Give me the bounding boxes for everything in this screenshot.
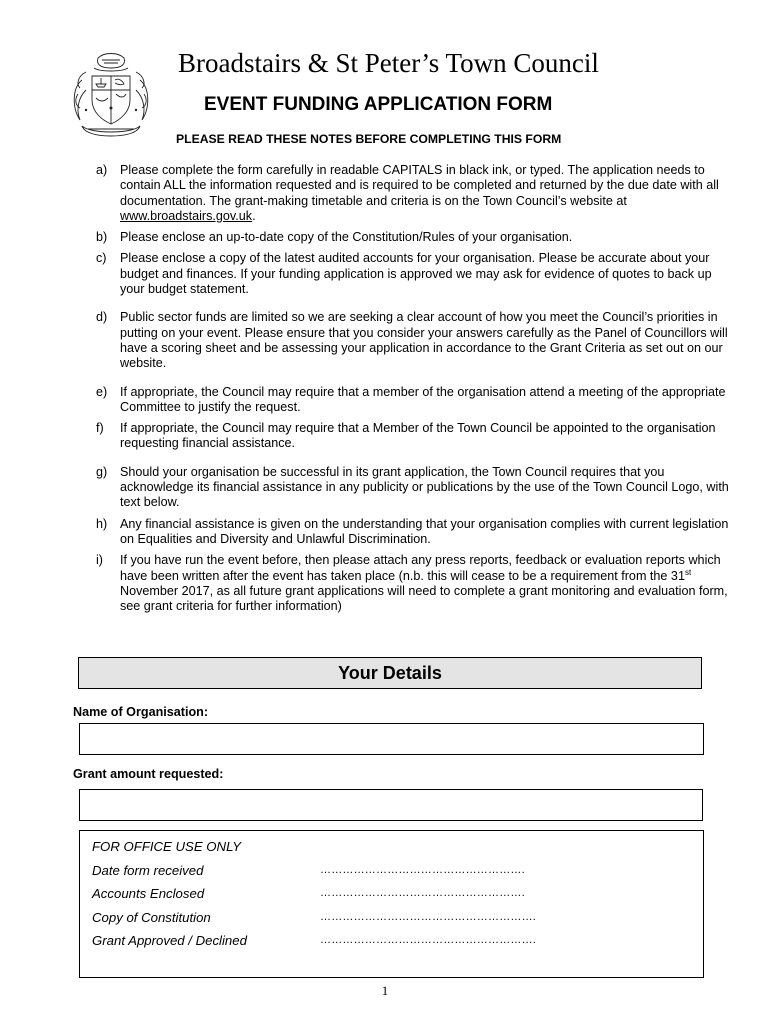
note-text: Please enclose a copy of the latest audited accounts for your organisation. Please be accurate about your budget and finances. If your funding application is approved we may ask for evidence of quotes to back up your budget statement. <box>120 251 712 297</box>
note-text: Any financial assistance is given on the understanding that your organisation complies with current legislation on Equalities and Diversity and Unlawful Discrimination. <box>120 516 729 546</box>
office-use-box <box>79 830 704 978</box>
note-d <box>96 310 736 371</box>
page-number: 1 <box>381 983 389 998</box>
note-text: Should your organisation be successful in its grant application, the Town Council requires that you acknowledge its financial assistance in any publicity or publications by the use of the Town Council Logo, with text below. <box>120 464 729 510</box>
note-letter: g) <box>96 464 108 479</box>
office-row-label: Copy of Constitution <box>92 910 211 925</box>
form-title: EVENT FUNDING APPLICATION FORM <box>204 94 553 115</box>
note-text: Please complete the form carefully in readable CAPITALS in black ink, or typed. The application needs to contain ALL the information requested and is required to be completed and returned by the due date with all documentation. The grant-making timetable and criteria is on the Town Council’s website at <box>120 163 719 208</box>
note-b <box>96 230 736 245</box>
council-name: Broadstairs & St Peter’s Town Council <box>178 48 599 78</box>
note-i <box>96 553 736 614</box>
note-text: If appropriate, the Council may require that a member of the organisation attend a meeting of the appropriate Committee to justify the request. <box>120 384 726 414</box>
note-letter: f) <box>96 421 104 436</box>
note-letter: i) <box>96 553 103 568</box>
council-crest-icon <box>68 50 154 138</box>
note-text: Please enclose an up-to-date copy of the Constitution/Rules of your organisation. <box>120 230 573 245</box>
your-details-heading: Your Details <box>78 657 702 689</box>
office-row-label: Accounts Enclosed <box>92 886 205 901</box>
note-letter: e) <box>96 384 108 399</box>
website-link[interactable]: www.broadstairs.gov.uk <box>120 208 253 223</box>
office-row-dots: ………………………………………………. <box>320 864 525 876</box>
grant-amount-field[interactable] <box>79 789 703 821</box>
note-text: If you have run the event before, then please attach any press reports, feedback or evaluation reports which have been written after the event has taken place (n.b. this will cease to be a requirement from the 31 <box>120 553 721 583</box>
office-row-dots: ………………………………………………. <box>320 887 525 899</box>
notes-heading: PLEASE READ THESE NOTES BEFORE COMPLETING THIS FORM <box>176 132 562 146</box>
note-text: . <box>252 208 256 223</box>
note-e <box>96 385 736 416</box>
office-row-dots: …………………………………………………. <box>320 934 537 946</box>
office-row-dots: …………………………………………………. <box>320 911 537 923</box>
note-text: If appropriate, the Council may require that a Member of the Town Council be appointed to the organisation requesting financial assistance. <box>120 421 716 451</box>
note-c <box>96 251 736 297</box>
note-f <box>96 421 736 452</box>
note-letter: d) <box>96 310 108 325</box>
grant-amount-label: Grant amount requested: <box>73 767 224 781</box>
notes-list <box>96 163 736 620</box>
note-letter: h) <box>96 516 108 531</box>
office-row-label: Grant Approved / Declined <box>92 933 247 948</box>
office-use-heading: FOR OFFICE USE ONLY <box>92 839 241 854</box>
note-h <box>96 517 736 548</box>
note-letter: a) <box>96 163 108 177</box>
org-name-field[interactable] <box>79 723 704 755</box>
note-letter: c) <box>96 251 107 266</box>
note-text: November 2017, as all future grant applications will need to complete a grant monitoring and evaluation form, see grant criteria for further information) <box>120 583 728 614</box>
note-letter: b) <box>96 230 108 245</box>
office-row-label: Date form received <box>92 863 204 878</box>
ordinal-suffix: st <box>684 567 692 577</box>
note-text: Public sector funds are limited so we are seeking a clear account of how you meet the Council’s priorities in putting on your event. Please ensure that you consider your answers carefully as the Panel of Councillors will have a scoring sheet and be assessing your application in accordance to the Grant Criteria as set out on our website. <box>120 310 728 371</box>
note-a <box>96 163 736 224</box>
org-name-label: Name of Organisation: <box>73 705 209 719</box>
note-g <box>96 465 736 511</box>
